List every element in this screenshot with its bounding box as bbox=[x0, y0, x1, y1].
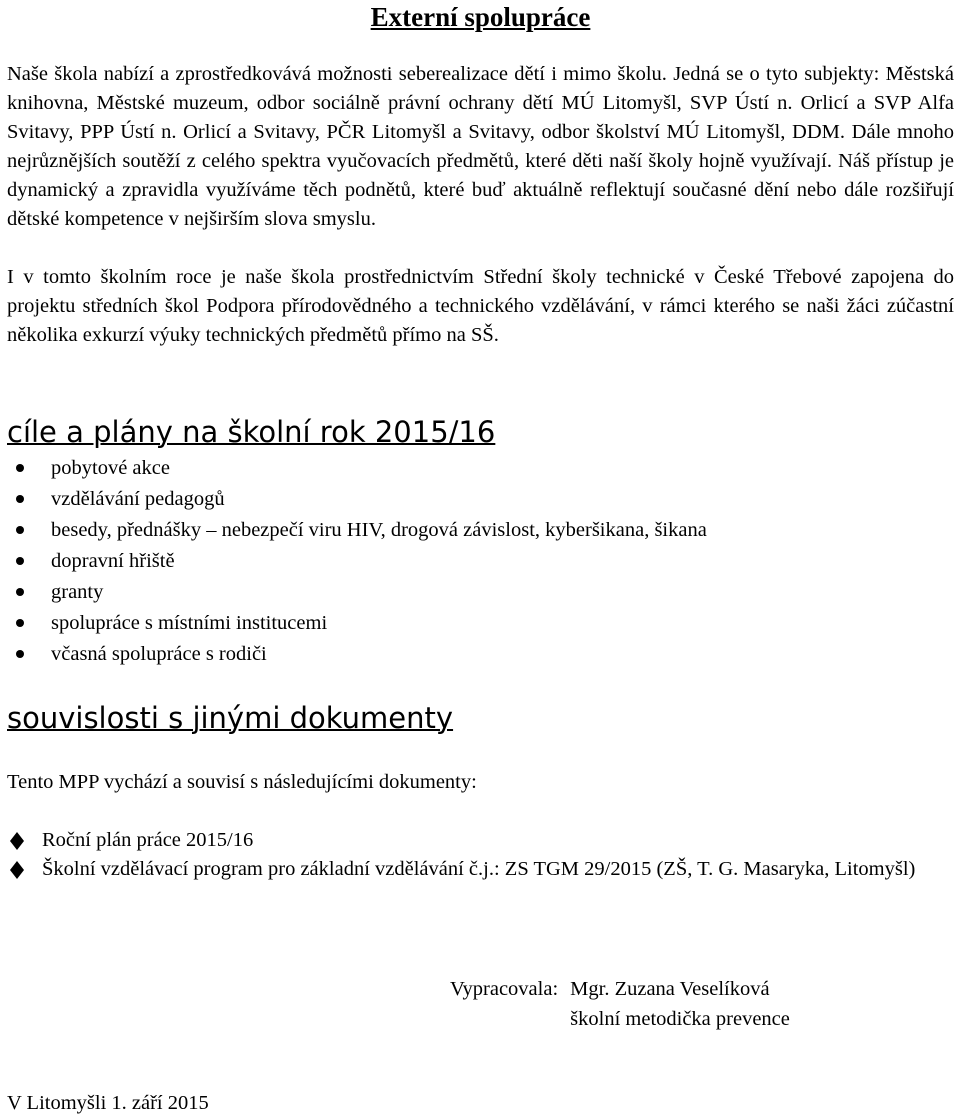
list-item: spolupráce s místními institucemi bbox=[7, 608, 707, 639]
list-item: pobytové akce bbox=[7, 453, 707, 484]
list-item: Roční plán práce 2015/16 bbox=[7, 826, 954, 855]
list-item: Školní vzdělávací program pro základní vzdělávání č.j.: ZS TGM 29/2015 (ZŠ, T. G. Masaryka, Litomyšl) bbox=[7, 855, 954, 884]
signature-block bbox=[450, 974, 790, 1034]
section-heading-goals: cíle a plány na školní rok 2015/16 bbox=[7, 415, 496, 449]
paragraph-technical-project: I v tomto školním roce je naše škola prostřednictvím Střední školy technické v České Třebové zapojena do projektu středních škol Podpora přírodovědného a technického vzdělávání, v rámci kterého se naši žáci zúčastní několika exkurzí výuky technických předmětů přímo na SŠ. bbox=[7, 266, 954, 346]
list-item: vzdělávání pedagogů bbox=[7, 484, 707, 515]
bullet-icon bbox=[16, 588, 24, 596]
diamond-bullet-icon bbox=[10, 861, 24, 879]
section-heading-related-documents: souvislosti s jinými dokumenty bbox=[7, 701, 454, 735]
bullet-icon bbox=[16, 557, 24, 565]
signature-label: Vypracovala: bbox=[450, 978, 559, 1000]
bullet-icon bbox=[16, 619, 24, 627]
paragraph-external-cooperation bbox=[7, 60, 954, 234]
list-item: včasná spolupráce s rodiči bbox=[7, 639, 707, 670]
bullet-icon bbox=[16, 650, 24, 658]
signature-name: Mgr. Zuzana Veselíková bbox=[570, 978, 770, 1000]
document-date: V Litomyšli 1. září 2015 bbox=[7, 1092, 209, 1114]
signature-role: školní metodička prevence bbox=[570, 1008, 790, 1030]
diamond-bullet-icon bbox=[10, 832, 24, 850]
bullet-icon bbox=[16, 495, 24, 503]
related-documents-intro: Tento MPP vychází a souvisí s následujícími dokumenty: bbox=[7, 771, 477, 793]
page-title: Externí spolupráce bbox=[370, 2, 591, 32]
list-item: granty bbox=[7, 577, 707, 608]
bullet-icon bbox=[16, 464, 24, 472]
bullet-icon bbox=[16, 526, 24, 534]
goals-list bbox=[7, 453, 707, 670]
list-item: dopravní hřiště bbox=[7, 546, 707, 577]
list-item: besedy, přednášky – nebezpečí viru HIV, drogová závislost, kyberšikana, šikana bbox=[7, 515, 707, 546]
related-documents-list bbox=[7, 826, 954, 884]
paragraph-text: Naše škola nabízí a zprostředkovává možnosti seberealizace dětí i mimo školu. Jedná se o tyto subjekty: Městská knihovna, Městské muzeum, odbor sociálně právní ochrany dětí MÚ Litomyšl, SVP Ústí n. Orlicí a SVP Alfa Svitavy, PPP Ústí n. Orlicí a Svitavy, PČR Litomyšl a Svitavy, odbor školství MÚ Litomyšl, DDM. Dále mnoho nejrůznějších soutěží z celého spektra vyučovacích předmětů, které děti naší školy hojně využívají. Náš přístup je dynamický a zpravidla využíváme těch podnětů, které buď aktuálně reflektují současné dění nebo dále rozšiřují dětské kompetence v nejširším slova smyslu. bbox=[7, 63, 954, 230]
